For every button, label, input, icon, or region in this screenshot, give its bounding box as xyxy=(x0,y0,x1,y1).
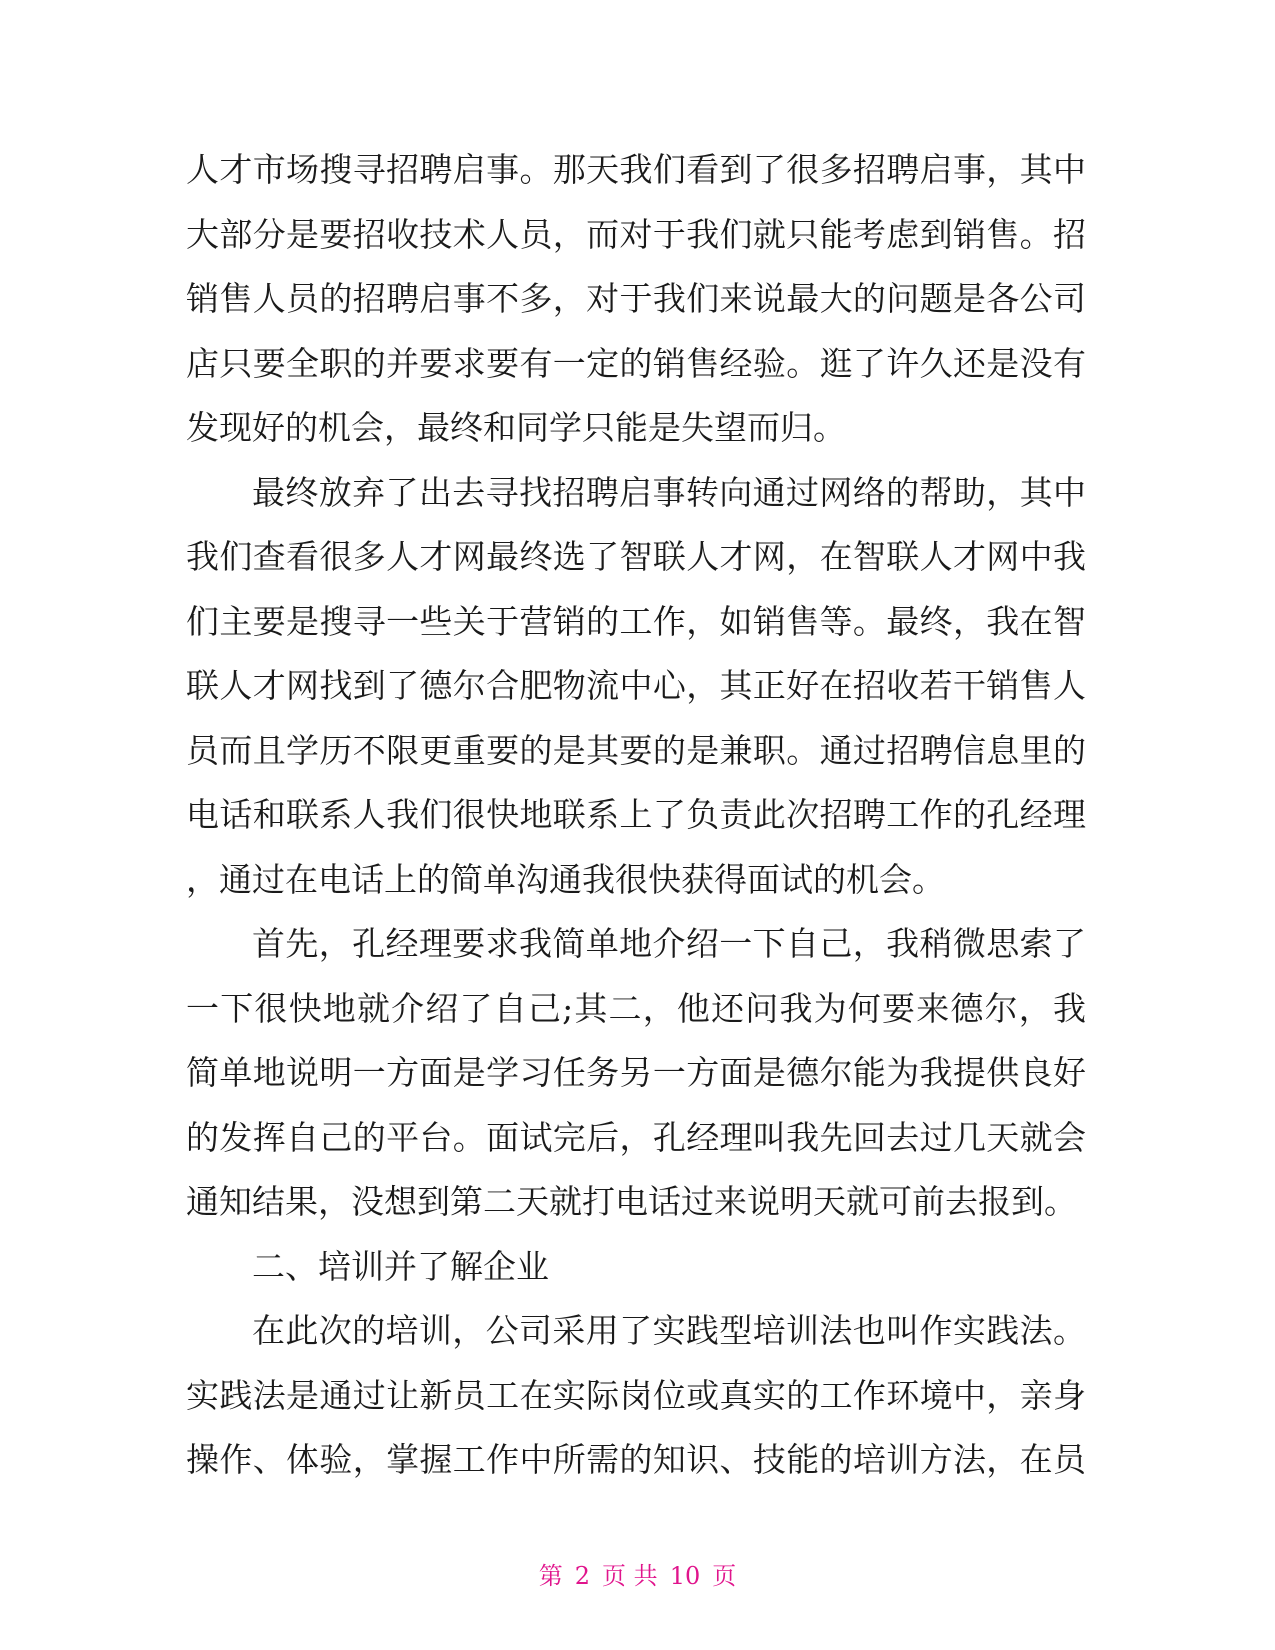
footer-total-pages: 10 xyxy=(669,1562,701,1590)
body-text xyxy=(186,138,1086,1493)
text-line: 联人才网找到了德尔合肥物流中心，其正好在招收若干销售人 xyxy=(186,666,1086,705)
footer-middle: 页 共 xyxy=(602,1562,658,1590)
text-line: 员而且学历不限更重要的是其要的是兼职。通过招聘信息里的 xyxy=(186,730,1086,770)
paragraph-first-line: 最终放弃了出去寻找招聘启事转向通过网络的帮助，其中 xyxy=(252,472,1086,512)
footer-page-number: 2 xyxy=(574,1562,591,1590)
text-line: 发现好的机会，最终和同学只能是失望而归。 xyxy=(186,408,846,447)
text-line: 人才市场搜寻招聘启事。那天我们看到了很多招聘启事，其中 xyxy=(186,150,1086,189)
section-heading: 二、培训并了解企业 xyxy=(252,1246,549,1286)
text-line: 我们查看很多人才网最终选了智联人才网，在智联人才网中我 xyxy=(186,537,1086,576)
text-line: 一下很快地就介绍了自己;其二，他还问我为何要来德尔，我 xyxy=(186,988,1086,1028)
text-line: 操作、体验，掌握工作中所需的知识、技能的培训方法，在员 xyxy=(186,1440,1086,1479)
text-line: 店只要全职的并要求要有一定的销售经验。逛了许久还是没有 xyxy=(186,343,1086,383)
text-line: 的发挥自己的平台。面试完后，孔经理叫我先回去过几天就会 xyxy=(186,1117,1086,1157)
footer-suffix: 页 xyxy=(712,1562,737,1590)
text-line: 实践法是通过让新员工在实际岗位或真实的工作环境中，亲身 xyxy=(186,1375,1086,1415)
paragraph-first-line: 首先，孔经理要求我简单地介绍一下自己，我稍微思索了 xyxy=(252,924,1086,963)
paragraph-first-line: 在此次的培训，公司采用了实践型培训法也叫作实践法。 xyxy=(252,1311,1086,1350)
text-line: 通知结果，没想到第二天就打电话过来说明天就可前去报到。 xyxy=(186,1182,1077,1221)
text-line: 们主要是搜寻一些关于营销的工作，如销售等。最终，我在智 xyxy=(186,601,1086,641)
page-footer xyxy=(0,1556,1275,1591)
text-line: ，通过在电话上的简单沟通我很快获得面试的机会。 xyxy=(186,859,945,899)
footer-prefix: 第 xyxy=(538,1562,563,1590)
text-line: 大部分是要招收技术人员，而对于我们就只能考虑到销售。招 xyxy=(186,214,1086,254)
text-line: 销售人员的招聘启事不多，对于我们来说最大的问题是各公司 xyxy=(186,279,1086,318)
text-line: 简单地说明一方面是学习任务另一方面是德尔能为我提供良好 xyxy=(186,1053,1086,1092)
text-line: 电话和联系人我们很快地联系上了负责此次招聘工作的孔经理 xyxy=(186,795,1086,834)
